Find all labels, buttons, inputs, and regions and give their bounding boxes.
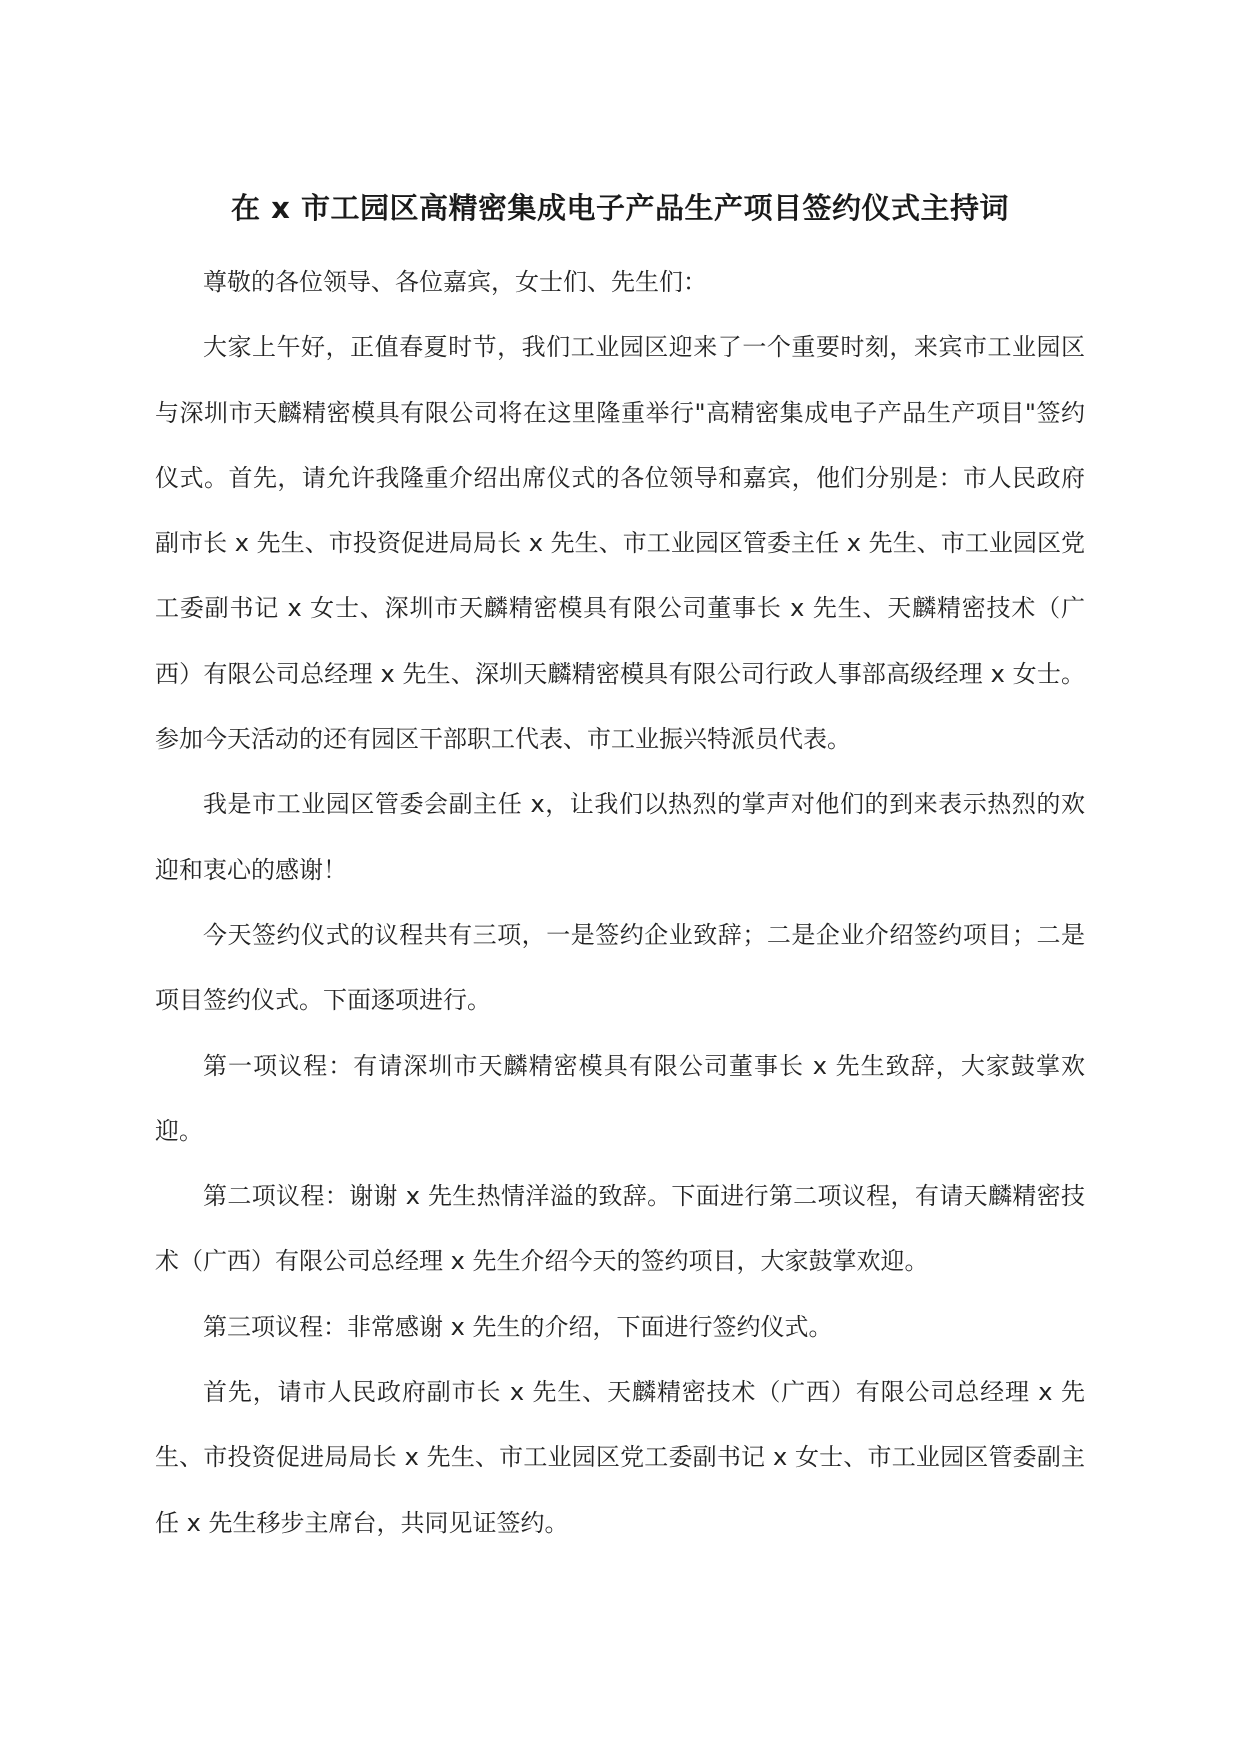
paragraph: 尊敬的各位领导、各位嘉宾，女士们、先生们：: [203, 268, 707, 296]
paragraph: 今天签约仪式的议程共有三项，一是签约企业致辞；二是企业介绍签约项目；二是项目签约仪式。下面逐项进行。: [155, 920, 1085, 1015]
paragraph: 第二项议程：谢谢 x 先生热情洋溢的致辞。下面进行第二项议程，有请天麟精密技术（广西）有限公司总经理 x 先生介绍今天的签约项目，大家鼓掌欢迎。: [155, 1182, 1085, 1276]
paragraph: 我是市工业园区管委会副主任 x，让我们以热烈的掌声对他们的到来表示热烈的欢迎和衷心的感谢！: [155, 790, 1085, 884]
document-body: [155, 250, 1085, 1556]
document-title: 在 x 市工园区高精密集成电子产品生产项目签约仪式主持词: [231, 191, 1009, 225]
paragraph: 第三项议程：非常感谢 x 先生的介绍，下面进行签约仪式。: [203, 1312, 833, 1341]
paragraph: 大家上午好，正值春夏时节，我们工业园区迎来了一个重要时刻，来宾市工业园区与深圳市天麟精密模具有限公司将在这里隆重举行"高精密集成电子产品生产项目"签约仪式。首先，请允许我隆重介绍出席仪式的各位领导和嘉宾，他们分别是：市人民政府副市长 x 先生、市投资促进局局长 x 先生、市工业园区管委主任 x 先生、市工业园区党工委副书记 x 女士、深圳市天麟精密模具有限公司董事长 x 先生、天麟精密技术（广西）有限公司总经理 x 先生、深圳天麟精密模具有限公司行政人事部高级经理 x 女士。参加今天活动的还有园区干部职工代表、市工业振兴特派员代表。: [155, 333, 1085, 754]
paragraph: 首先，请市人民政府副市长 x 先生、天麟精密技术（广西）有限公司总经理 x 先生、市投资促进局局长 x 先生、市工业园区党工委副书记 x 女士、市工业园区管委副主任 x 先生移步主席台，共同见证签约。: [155, 1378, 1085, 1537]
paragraph: 第一项议程：有请深圳市天麟精密模具有限公司董事长 x 先生致辞，大家鼓掌欢迎。: [155, 1051, 1085, 1145]
